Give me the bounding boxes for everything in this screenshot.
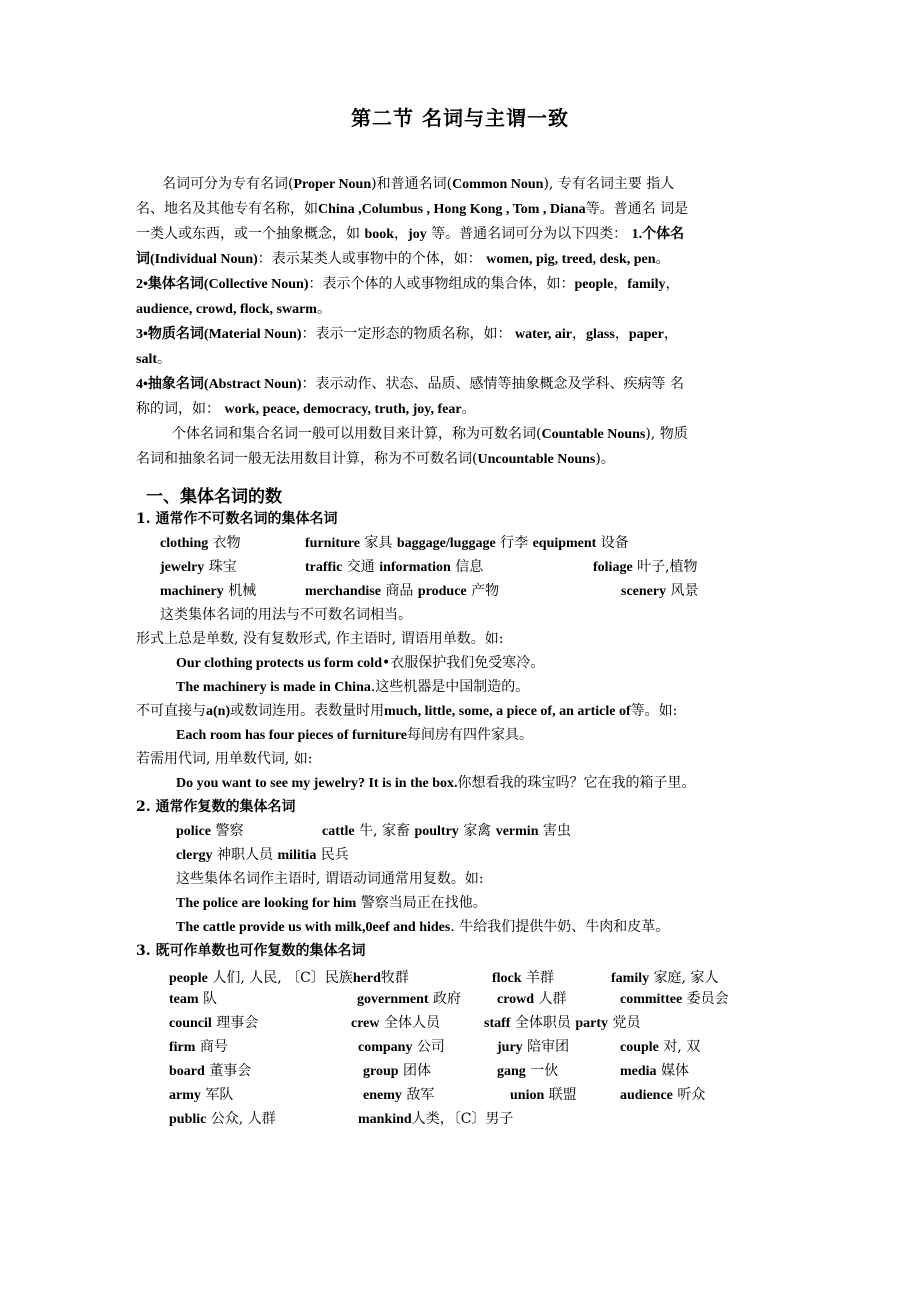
text-run: 名词可分为专有名词(	[162, 176, 294, 192]
bold-term: water, air	[511, 327, 573, 342]
text-run: 形式上总是单数, 没有复数形式, 作主语时, 谓语用单数。如:	[136, 631, 504, 647]
subsection-1-heading: 1. 通常作不可数名词的集体名词	[136, 511, 338, 527]
bold-term: committee	[620, 992, 683, 1007]
bold-term: firm	[169, 1040, 196, 1055]
text-run: )和普通名词(	[371, 176, 453, 192]
bold-term: 3•物质名词(Material Noun)	[136, 327, 302, 342]
vocab-entry	[497, 1059, 558, 1084]
vocab-entry	[484, 1011, 640, 1036]
text-run: ，	[613, 276, 628, 292]
bold-term: family	[627, 277, 666, 292]
vocab-entry	[358, 1035, 445, 1060]
bold-term: scenery	[621, 584, 667, 599]
vocab-entry	[497, 987, 567, 1012]
bold-term: gang	[497, 1064, 526, 1079]
text-run: 联盟	[544, 1087, 577, 1103]
bold-term: Each room has four pieces of furniture	[176, 728, 407, 743]
text-run: 神职人员	[212, 847, 278, 863]
bold-term: party	[575, 1016, 609, 1031]
intro-line-11	[136, 422, 786, 447]
vocab-entry	[169, 987, 217, 1012]
usage-note	[136, 699, 677, 724]
text-run: ), 专有名词主要 指人	[543, 176, 675, 192]
vocab-entry	[620, 1059, 689, 1084]
text-run: 羊群	[521, 970, 555, 986]
text-run: 家具	[359, 535, 397, 551]
example-sentence	[176, 891, 487, 916]
intro-line-10	[136, 397, 786, 422]
bold-term: flock	[492, 971, 522, 986]
usage-note	[136, 747, 313, 771]
bold-term: company	[358, 1040, 413, 1055]
text-run: 害虫	[538, 823, 571, 839]
vocab-entry	[620, 1083, 705, 1108]
text-run: 委员会	[682, 991, 729, 1007]
bold-term: family	[611, 971, 650, 986]
bold-term: salt	[136, 352, 157, 367]
example-sentence	[176, 723, 533, 748]
text-run: 。	[655, 251, 670, 267]
text-run: 董事会	[204, 1063, 252, 1079]
bold-term: clothing	[160, 536, 209, 551]
bold-term: foliage	[593, 560, 633, 575]
bold-term: staff	[484, 1016, 511, 1031]
text-run: 牧群	[380, 970, 409, 986]
bold-term: union	[510, 1088, 545, 1103]
bold-term: book	[364, 227, 395, 242]
bold-term: Our clothing protects us form cold	[176, 656, 382, 671]
vocab-entry	[305, 555, 483, 580]
text-run: 民兵	[316, 847, 349, 863]
text-run: 名、地名及其他专有名称，如	[136, 201, 318, 217]
intro-line-4	[136, 247, 786, 272]
text-run: .这些机器是中国制造的。	[370, 679, 530, 695]
bold-term: jury	[497, 1040, 523, 1055]
bold-term: much, little, some, a piece of, an article of	[384, 704, 631, 719]
intro-line-2	[136, 197, 786, 222]
text-run: 若需用代词, 用单数代词, 如:	[136, 751, 313, 767]
bold-term: glass	[586, 327, 615, 342]
text-run: 军队	[200, 1087, 234, 1103]
text-run: 叶子,植物	[632, 559, 698, 575]
bold-term: paper	[628, 327, 664, 342]
example-sentence	[176, 675, 529, 700]
bold-term: 词(Individual Noun)	[136, 252, 258, 267]
text-run: ：表示个体的人或事物组成的集合体，如：	[308, 276, 575, 292]
vocab-entry	[176, 819, 243, 844]
intro-line-9	[136, 372, 786, 397]
text-run: 不可直接与	[136, 703, 206, 719]
text-run: 理事会	[211, 1015, 259, 1031]
text-run: 陪审团	[522, 1039, 570, 1055]
text-run: 一类人或东西，或一个抽象概念，如	[136, 226, 365, 242]
text-run: 你想看我的珠宝吗？它在我的箱子里。	[457, 775, 696, 791]
text-run: ，	[665, 276, 680, 292]
example-sentence	[176, 915, 669, 940]
text-run: 政府	[428, 991, 461, 1007]
bold-term: government	[357, 992, 429, 1007]
bold-term: media	[620, 1064, 657, 1079]
text-run: . 牛给我们提供牛奶、牛肉和皮革。	[450, 919, 670, 935]
bold-term: audience, crowd, flock, swarm	[136, 302, 317, 317]
text-run: 商品	[380, 583, 418, 599]
text-run: 党员	[608, 1015, 641, 1031]
bold-term: China ,Columbus , Hong Kong , Tom , Diana	[318, 202, 586, 217]
text-run: 全体职员	[510, 1015, 576, 1031]
text-run: 牛, 家畜	[354, 823, 415, 839]
text-run: 家庭, 家人	[649, 970, 719, 986]
bold-term: mankind	[358, 1112, 412, 1127]
bold-term: merchandise	[305, 584, 381, 599]
bold-term: audience	[620, 1088, 673, 1103]
vocab-entry	[510, 1083, 577, 1108]
bold-term: traffic	[305, 560, 343, 575]
vocab-entry	[305, 531, 629, 556]
text-run: 。	[157, 351, 171, 367]
text-run: 名词和抽象名词一般无法用数目计算，称为不可数名词(	[136, 451, 478, 467]
bold-term: herd	[352, 971, 381, 986]
text-run: 珠宝	[204, 559, 237, 575]
text-run: ：表示某类人或事物中的个体，如：	[257, 251, 487, 267]
text-run: 。	[461, 401, 476, 417]
vocab-entry	[169, 1011, 258, 1036]
bold-term: equipment	[532, 536, 597, 551]
usage-note	[176, 867, 484, 891]
bold-term: produce	[417, 584, 467, 599]
bold-term: women, pig, treed, desk, pen	[486, 252, 656, 267]
bold-term: work, peace, democracy, truth, joy, fear	[224, 402, 462, 417]
text-run: 风景	[666, 583, 699, 599]
text-run: 人们, 人民, 〔C〕民族	[207, 970, 353, 986]
bold-term: crew	[351, 1016, 380, 1031]
text-run: 公众, 人群	[206, 1111, 276, 1127]
intro-line-5	[136, 272, 786, 297]
bold-term: Proper Noun	[293, 177, 372, 192]
bold-term: Countable Nouns	[541, 427, 646, 442]
vocab-entry	[620, 987, 729, 1012]
bold-term: information	[379, 560, 451, 575]
subsection-3-heading: 3. 既可作单数也可作复数的集体名词	[136, 943, 366, 959]
text-run: 等。普通名 词是	[585, 201, 689, 217]
vocab-entry	[357, 987, 461, 1012]
text-run: ：表示一定形态的物质名称，如：	[301, 326, 512, 342]
bold-term: board	[169, 1064, 205, 1079]
text-run: 家禽	[458, 823, 496, 839]
bold-term: joy	[408, 227, 427, 242]
example-sentence	[176, 651, 544, 676]
bold-term: group	[363, 1064, 399, 1079]
intro-line-8	[136, 347, 786, 372]
vocab-entry	[169, 1059, 251, 1084]
vocab-entry	[593, 555, 698, 580]
text-run: 产物	[466, 583, 500, 599]
vocab-entry	[305, 579, 499, 604]
bold-term: The cattle provide us with milk,0eef and hides	[176, 920, 451, 935]
bold-term: people	[574, 277, 614, 292]
text-run: 听众	[672, 1087, 706, 1103]
vocab-entry	[176, 843, 349, 868]
bold-term: 4•抽象名词(Abstract Noun)	[136, 377, 302, 392]
vocab-entry	[363, 1059, 431, 1084]
intro-paragraph	[136, 172, 786, 472]
bold-term: team	[169, 992, 199, 1007]
bold-term: furniture	[305, 536, 360, 551]
bold-term: cattle	[322, 824, 355, 839]
text-run: 行李	[495, 535, 533, 551]
bold-term: militia	[277, 848, 317, 863]
bold-term: a(n)	[206, 704, 231, 719]
bold-term: baggage/luggage	[396, 536, 496, 551]
bold-term: public	[169, 1112, 207, 1127]
vocab-entry	[160, 579, 256, 604]
bold-term: Common Noun	[452, 177, 544, 192]
text-run: 对, 双	[658, 1039, 701, 1055]
bold-term: poultry	[414, 824, 459, 839]
vocab-entry	[621, 579, 699, 604]
text-run: ，	[614, 326, 629, 342]
text-run: )。	[595, 451, 615, 467]
usage-note	[136, 627, 503, 651]
text-run: 商号	[195, 1039, 228, 1055]
intro-line-1	[136, 172, 786, 197]
bold-term: The machinery is made in China	[176, 680, 371, 695]
bold-term: Uncountable Nouns	[477, 452, 596, 467]
bold-term: clergy	[176, 848, 213, 863]
text-run: 称的词，如：	[136, 401, 225, 417]
text-run: ，	[663, 326, 678, 342]
bold-term: police	[176, 824, 211, 839]
vocab-entry	[160, 555, 237, 580]
subsection-2-heading: 2. 通常作复数的集体名词	[136, 799, 296, 815]
text-run: 全体人员	[379, 1015, 440, 1031]
bold-term: army	[169, 1088, 201, 1103]
section-heading: 一、集体名词的数	[146, 487, 282, 507]
bold-term: crowd	[497, 992, 535, 1007]
text-run: 每间房有四件家具。	[407, 727, 533, 743]
bold-term: people	[169, 971, 208, 986]
text-run: 警察当局正在找他。	[356, 895, 487, 911]
bold-term: council	[169, 1016, 212, 1031]
text-run: ), 物质	[645, 426, 688, 442]
text-run: ，	[394, 226, 409, 242]
text-run: 团体	[398, 1063, 431, 1079]
vocab-entry	[169, 1107, 276, 1132]
vocab-entry	[322, 819, 571, 844]
text-run: 公司	[412, 1039, 445, 1055]
vocab-entry	[351, 1011, 440, 1036]
text-run: 信息	[450, 559, 484, 575]
text-run: 。	[316, 301, 331, 317]
page-title: 第二节 名词与主谓一致	[351, 106, 569, 130]
text-run: ，	[572, 326, 587, 342]
vocab-entry	[620, 1035, 700, 1060]
bold-term: 1.个体名	[631, 227, 685, 242]
vocab-entry	[363, 1083, 434, 1108]
text-run: 人群	[534, 991, 567, 1007]
text-run: 衣物	[208, 535, 241, 551]
bold-term: 2•集体名词(Collective Noun)	[136, 277, 309, 292]
intro-line-12	[136, 447, 786, 472]
vocab-entry	[169, 1035, 228, 1060]
bold-term: Do you want to see my jewelry? It is in the box.	[176, 776, 458, 791]
intro-line-7	[136, 322, 786, 347]
text-run: 这类集体名词的用法与不可数名词相当。	[160, 607, 412, 623]
vocab-entry	[160, 531, 241, 556]
text-run: 队	[198, 991, 217, 1007]
text-run: 等。如:	[630, 703, 678, 719]
example-sentence	[176, 771, 696, 796]
text-run: •衣服保护我们免受寒冷。	[381, 655, 545, 671]
text-run: 交通	[342, 559, 380, 575]
text-run: 这些集体名词作主语时, 谓语动词通常用复数。如:	[176, 871, 484, 887]
bold-term: vermin	[495, 824, 539, 839]
bold-term: couple	[620, 1040, 659, 1055]
text-run: 一伙	[525, 1063, 559, 1079]
text-run: 个体名词和集合名词一般可以用数目来计算，称为可数名词(	[172, 426, 542, 442]
text-run: ：表示动作、状态、品质、感情等抽象概念及学科、疾病等 名	[301, 376, 684, 392]
text-run: 设备	[596, 535, 629, 551]
bold-term: enemy	[363, 1088, 402, 1103]
bold-term: The police are looking for him	[176, 896, 357, 911]
text-run: 机械	[223, 583, 257, 599]
vocab-entry	[358, 1107, 513, 1132]
text-run: 或数词连用。表数量时用	[230, 703, 385, 719]
bold-term: jewelry	[160, 560, 205, 575]
text-run: 警察	[211, 823, 244, 839]
intro-line-3	[136, 222, 786, 247]
vocab-entry	[169, 1083, 233, 1108]
text-run: 敌军	[401, 1087, 435, 1103]
bold-term: machinery	[160, 584, 224, 599]
usage-note	[160, 603, 412, 627]
text-run: 人类，〔C〕男子	[411, 1111, 514, 1127]
text-run: 媒体	[656, 1063, 690, 1079]
vocab-entry	[497, 1035, 569, 1060]
text-run: 等。普通名词可分为以下四类：	[426, 226, 632, 242]
intro-line-6	[136, 297, 786, 322]
